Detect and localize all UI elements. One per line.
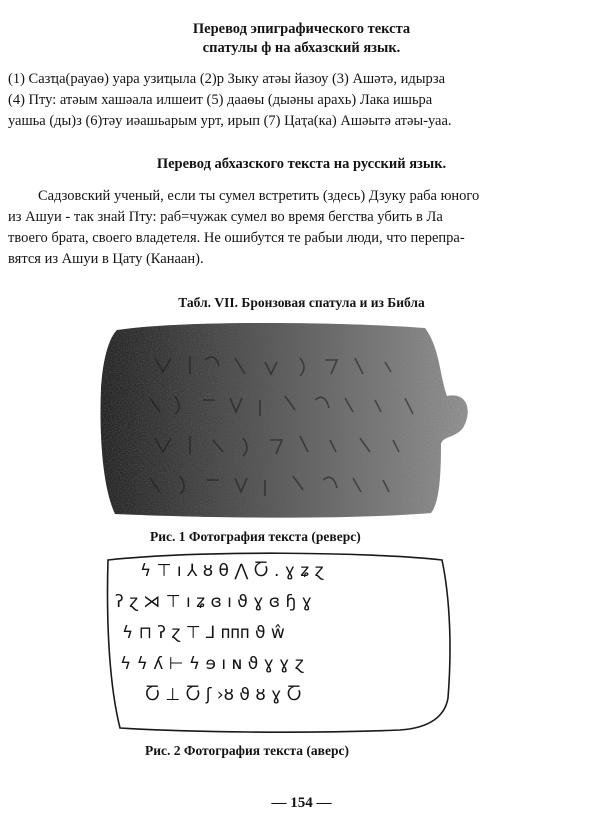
figure-2-caption: Рис. 2 Фотография текста (аверс)	[145, 743, 349, 758]
inscription-row-2: ʔ ɀ ⋊ ⊤ ı ʑ ɞ ı ϑ ɣ ɞ ɧ ɣ	[115, 592, 312, 612]
russian-translation-paragraph	[8, 186, 592, 270]
inscription-row-1: ϟ ⊤ ı ⅄ ȣ θ ⋀ Ⴀ . ɣ ʑ ɀ	[140, 561, 324, 581]
page-number: — 154 —	[271, 795, 332, 811]
subheading: Перевод абхазского текста на русский язык.	[156, 156, 447, 172]
inscription-row-4: ϟ ϟ ʎ ⊢ ϟ ɘ ı ɴ ϑ ɣ ɣ ɀ	[120, 654, 304, 674]
spatula-reverse-photo	[95, 318, 475, 523]
abkhaz-translation-paragraph	[8, 69, 592, 132]
abkhaz-line-3: уашьа (ды)з (6)тәу иәашьарым урт, ирып (7) Цаҭа(ка) Ашәытә атәы-уаа.	[8, 113, 452, 129]
figure-1-caption: Рис. 1 Фотография текста (реверс)	[150, 529, 361, 544]
russian-line-1: Садзовский ученый, если ты сумел встретить (здесь) Дзуку раба юного	[38, 188, 480, 204]
russian-line-2: из Ашуи - так знай Пту: раб=чужак сумел во время бегства убить в Ла	[8, 209, 443, 225]
russian-line-3: твоего брата, своего владетеля. Не ошибутся те рабыи люди, что перепра-	[8, 230, 465, 246]
russian-line-4: вятся из Ашуи в Цату (Канаан).	[8, 251, 204, 267]
inscription-row-5: Ⴀ ⊥ Ⴀ ʃ ›ȣ ϑ ȣ ɣ Ⴀ	[145, 685, 302, 705]
heading-line-1: Перевод эпиграфического текста	[192, 21, 411, 37]
abkhaz-line-1: (1) Сазҵа(рауаѳ) уара узиҵыла (2)р Зыку атәы йазоу (3) Ашәтә, идырза	[8, 71, 446, 87]
inscription-row-3: ϟ ⊓ ʔ ɀ ⊤ ⅃ ᴨᴨᴨ ϑ ŵ	[122, 623, 285, 643]
inscription-lines	[110, 556, 460, 711]
heading-line-2: спатулы ф на абхазский язык.	[202, 40, 401, 56]
abkhaz-line-2: (4) Пту: атәым хашәала илшеит (5) дааѳы (дыәны арахь) Лака ишьра	[8, 92, 433, 108]
table-title: Табл. VII. Бронзовая спатула и из Библа	[178, 295, 425, 310]
